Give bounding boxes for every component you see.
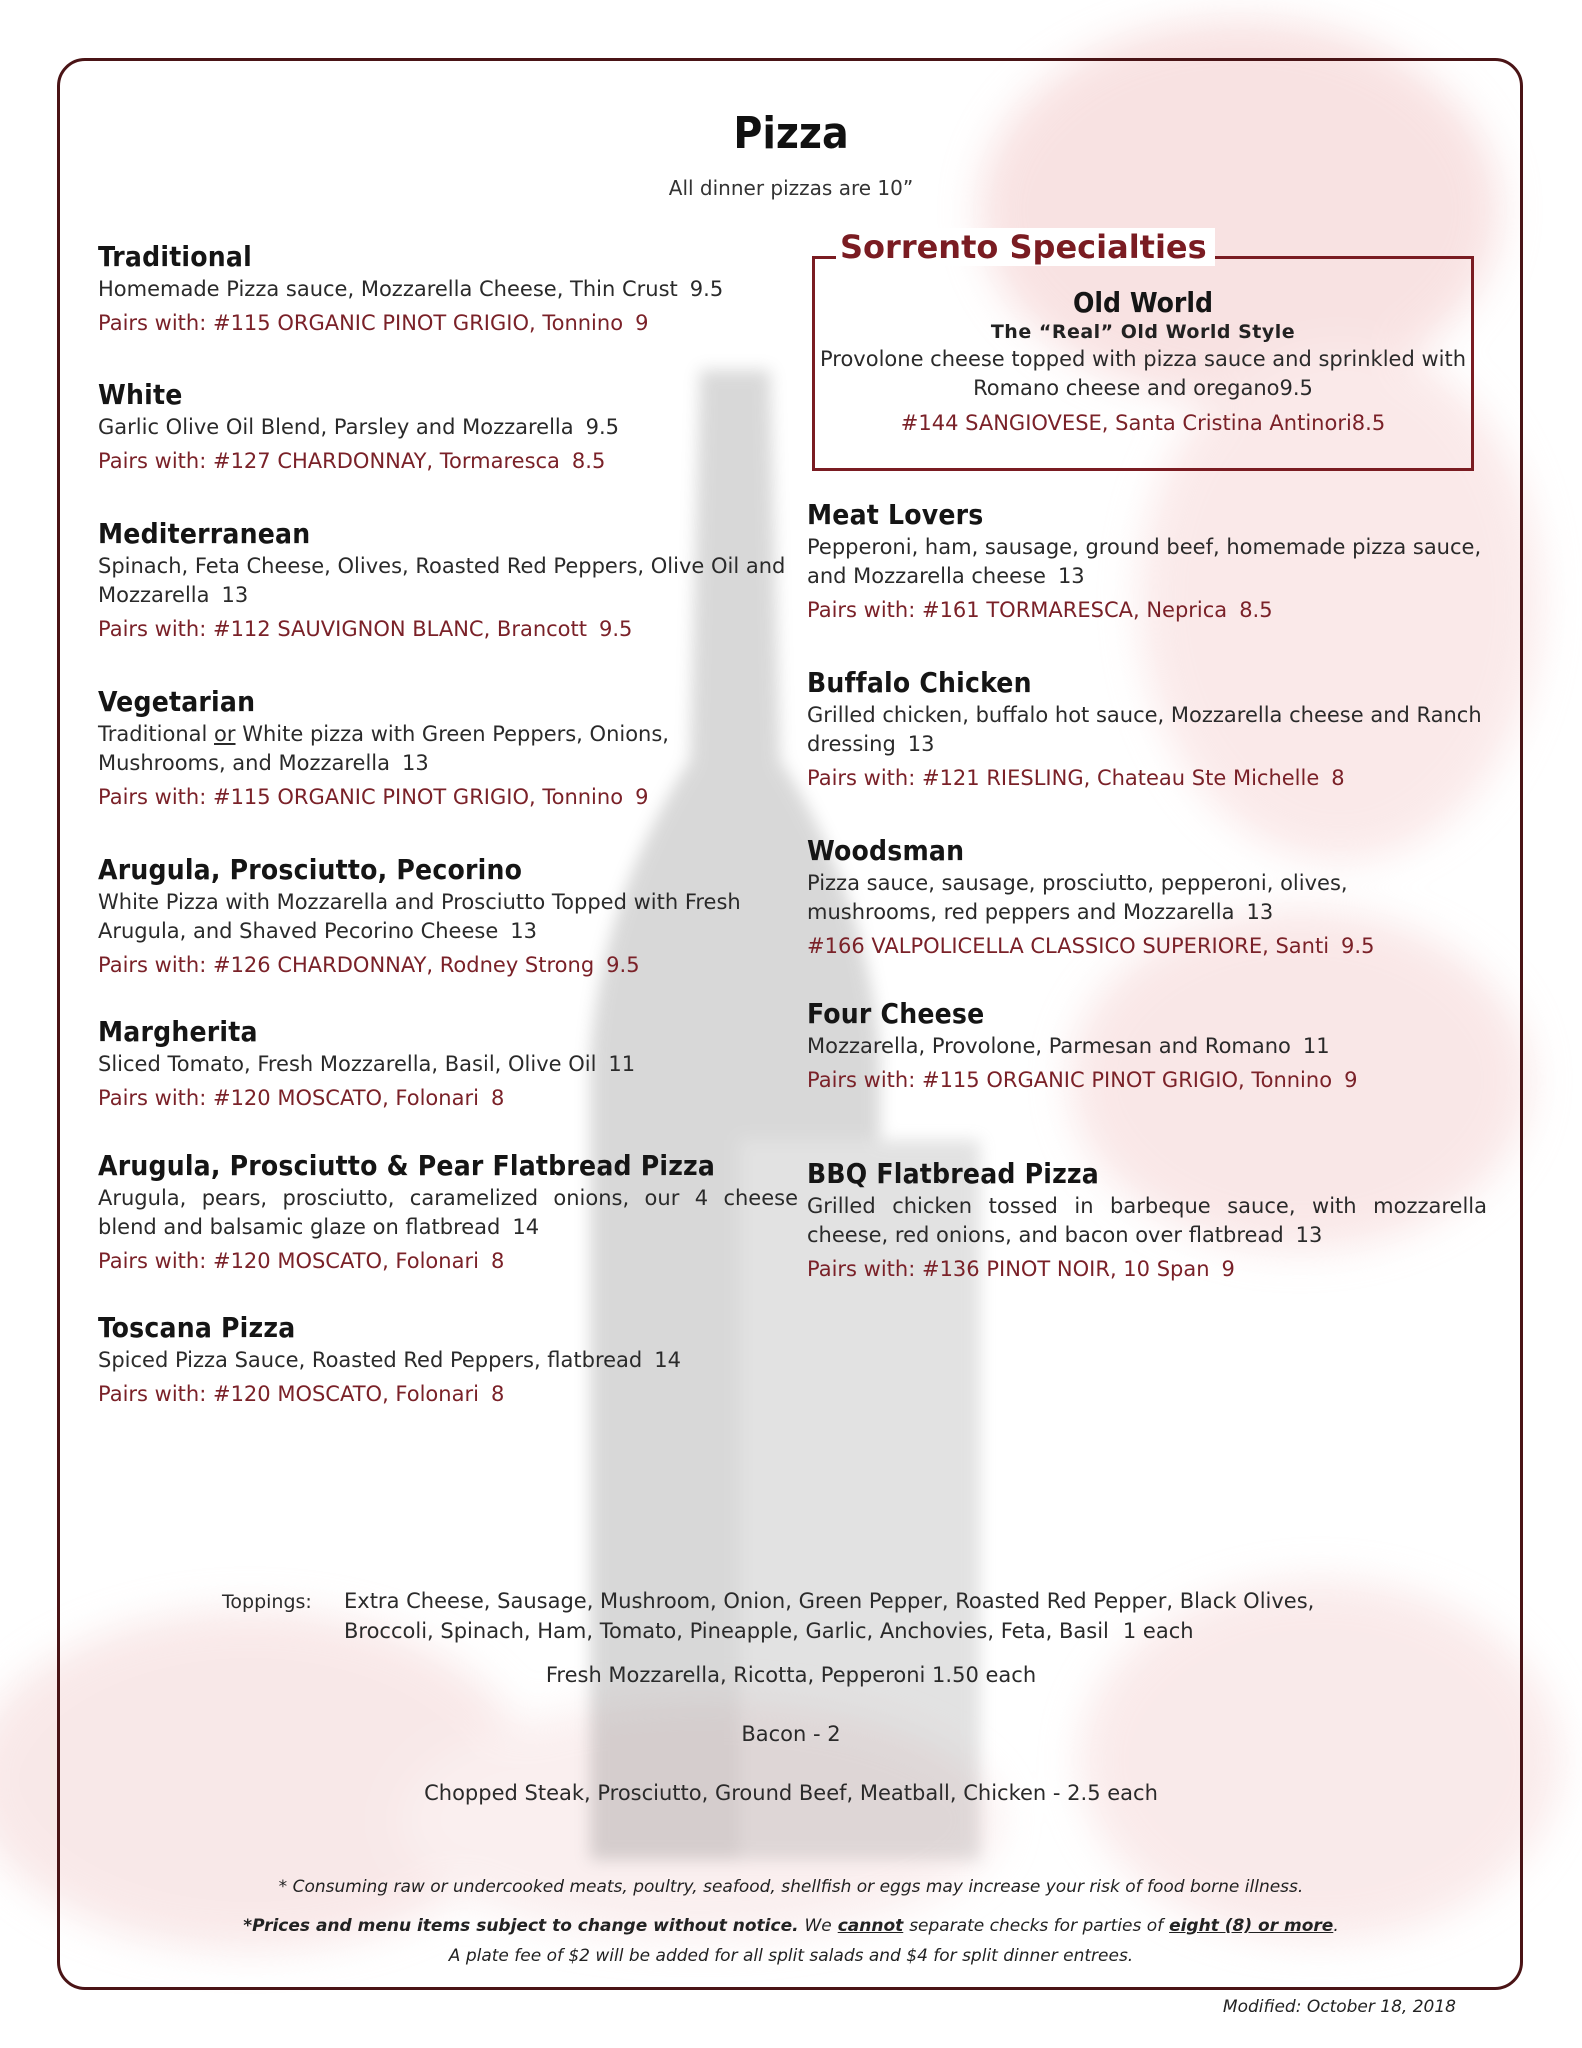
- modified-date: Modified: October 18, 2018: [1222, 1997, 1456, 2017]
- item-price: 13: [1246, 900, 1274, 924]
- item-description: Grilled chicken tossed in barbeque sauce, with mozzarella cheese, red onions, and bacon over flatbread 13: [807, 1194, 1487, 1247]
- pairing-price: 8: [1331, 766, 1345, 790]
- item-name: Margherita: [98, 1015, 258, 1048]
- item-name: Woodsman: [807, 834, 965, 867]
- menu-item-mediterranean: [98, 517, 788, 644]
- pairing-price: 8.5: [1239, 598, 1273, 622]
- item-price: 13: [402, 751, 429, 775]
- item-price: 13: [1057, 564, 1085, 588]
- item-price: 13: [1295, 1223, 1323, 1247]
- item-price: 13: [510, 919, 537, 943]
- item-price: 13: [907, 732, 935, 756]
- item-description: Provolone cheese topped with pizza sauce and sprinkled with Romano cheese and oregano9.5: [819, 347, 1467, 400]
- specialties-heading: Sorrento Specialties: [836, 228, 1215, 266]
- menu-item-toscana: [98, 1311, 778, 1409]
- item-name: Buffalo Chicken: [807, 666, 1032, 699]
- item-price: 14: [512, 1215, 540, 1239]
- menu-item-buffalo-chicken: [807, 666, 1487, 793]
- page-title: Pizza: [733, 108, 849, 159]
- item-name: Old World: [1072, 286, 1214, 319]
- item-description: Mozzarella, Provolone, Parmesan and Romano 11: [807, 1034, 1330, 1058]
- item-description: Arugula, pears, prosciutto, caramelized onions, our 4 cheese blend and balsamic glaze on flatbread 14: [98, 1186, 798, 1239]
- pairing-price: 9.5: [1341, 934, 1375, 958]
- item-description: Pepperoni, ham, sausage, ground beef, homemade pizza sauce, and Mozzarella cheese 13: [807, 535, 1482, 588]
- item-name: Toscana Pizza: [98, 1311, 296, 1344]
- pairing-price: 8.5: [1351, 411, 1386, 435]
- item-name: Arugula, Prosciutto, Pecorino: [98, 853, 523, 886]
- menu-item-pear-flatbread: [98, 1149, 798, 1276]
- item-price: 9.5: [1279, 376, 1313, 400]
- menu-item-margherita: [98, 1015, 778, 1113]
- menu-item-meat-lovers: [807, 498, 1487, 625]
- toppings-label: Toppings:: [222, 1591, 312, 1613]
- item-name: Four Cheese: [807, 997, 985, 1030]
- item-description: Spiced Pizza Sauce, Roasted Red Peppers, flatbread 14: [98, 1348, 681, 1372]
- menu-item-traditional: [98, 240, 778, 338]
- wine-pairing: Pairs with: #115 ORGANIC PINOT GRIGIO, Tonnino 9: [98, 311, 649, 335]
- wine-pairing: Pairs with: #136 PINOT NOIR, 10 Span 9: [807, 1257, 1235, 1281]
- item-price: 9.5: [689, 277, 724, 301]
- pairing-price: 9: [1221, 1257, 1235, 1281]
- item-name: BBQ Flatbread Pizza: [807, 1157, 1099, 1190]
- menu-item-four-cheese: [807, 997, 1487, 1095]
- wine-pairing: Pairs with: #115 ORGANIC PINOT GRIGIO, Tonnino 9: [98, 785, 649, 809]
- item-description: Homemade Pizza sauce, Mozzarella Cheese, Thin Crust 9.5: [98, 277, 724, 301]
- wine-pairing: Pairs with: #127 CHARDONNAY, Tormaresca 8.5: [98, 449, 606, 473]
- wine-pairing: Pairs with: #161 TORMARESCA, Neprica 8.5: [807, 598, 1273, 622]
- item-description: Grilled chicken, buffalo hot sauce, Mozzarella cheese and Ranch dressing 13: [807, 703, 1482, 756]
- pairing-price: 9: [635, 785, 649, 809]
- menu-item-vegetarian: [98, 685, 738, 812]
- meat-toppings: Chopped Steak, Prosciutto, Ground Beef, Meatball, Chicken - 2.5 each: [424, 1781, 1158, 1805]
- wine-pairing: Pairs with: #121 RIESLING, Chateau Ste Michelle 8: [807, 766, 1345, 790]
- item-description: Traditional or White pizza with Green Peppers, Onions, Mushrooms, and Mozzarella 13: [98, 722, 669, 775]
- bacon-topping: Bacon - 2: [741, 1722, 841, 1746]
- item-tagline: The “Real” Old World Style: [990, 321, 1296, 343]
- menu-item-bbq-flatbread: [807, 1157, 1487, 1284]
- item-price: 9.5: [585, 415, 620, 439]
- menu-item-old-world: [815, 286, 1471, 438]
- wine-pairing: Pairs with: #112 SAUVIGNON BLANC, Brancott 9.5: [98, 617, 633, 641]
- item-price: 11: [608, 1052, 636, 1076]
- pairing-price: 8: [490, 1382, 505, 1406]
- item-description: Pizza sauce, sausage, prosciutto, pepperoni, olives, mushrooms, red peppers and Mozzarella 13: [807, 871, 1348, 924]
- split-fee-notice: A plate fee of $2 will be added for all split salads and $4 for split dinner entrees.: [448, 1946, 1134, 1966]
- item-description: Spinach, Feta Cheese, Olives, Roasted Red Peppers, Olive Oil and Mozzarella 13: [98, 554, 786, 607]
- pairing-price: 9.5: [599, 617, 633, 641]
- item-description: Sliced Tomato, Fresh Mozzarella, Basil, Olive Oil 11: [98, 1052, 636, 1076]
- item-name: Mediterranean: [98, 517, 311, 550]
- menu-item-arugula-prosciutto-pecorino: [98, 853, 788, 980]
- wine-pairing: #166 VALPOLICELLA CLASSICO SUPERIORE, Santi 9.5: [807, 934, 1375, 958]
- food-safety-warning: * Consuming raw or undercooked meats, poultry, seafood, shellfish or eggs may increase your risk of food borne illness.: [278, 1877, 1304, 1897]
- premium-toppings: Fresh Mozzarella, Ricotta, Pepperoni 1.50 each: [545, 1663, 1037, 1687]
- wine-pairing: #144 SANGIOVESE, Santa Cristina Antinori8.5: [900, 411, 1386, 435]
- pairing-price: 8: [490, 1086, 505, 1110]
- item-name: Traditional: [98, 240, 252, 273]
- pairing-price: 8.5: [571, 449, 606, 473]
- item-description: Garlic Olive Oil Blend, Parsley and Mozzarella 9.5: [98, 415, 620, 439]
- wine-pairing: Pairs with: #120 MOSCATO, Folonari 8: [98, 1086, 505, 1110]
- pairing-price: 8: [490, 1249, 505, 1273]
- item-name: Meat Lovers: [807, 498, 984, 531]
- item-price: 14: [654, 1348, 681, 1372]
- wine-pairing: Pairs with: #126 CHARDONNAY, Rodney Strong 9.5: [98, 953, 640, 977]
- page-subtitle: All dinner pizzas are 10”: [668, 176, 914, 200]
- toppings-list: Extra Cheese, Sausage, Mushroom, Onion, Green Pepper, Roasted Red Pepper, Black Olives, Broccoli, Spinach, Ham, Tomato, Pineapple, Garlic, Anchovies, Feta, Basil 1 each: [344, 1589, 1315, 1643]
- menu-item-woodsman: [807, 834, 1407, 961]
- pairing-price: 9: [1344, 1068, 1358, 1092]
- pairing-price: 9: [635, 311, 649, 335]
- menu-item-white: [98, 378, 778, 476]
- toppings-price: 1 each: [1122, 1619, 1194, 1643]
- wine-pairing: Pairs with: #120 MOSCATO, Folonari 8: [98, 1249, 505, 1273]
- price-notice: *Prices and menu items subject to change without notice. We cannot separate checks for parties of eight (8) or more.: [243, 1916, 1339, 1936]
- item-name: Vegetarian: [98, 685, 256, 718]
- item-name: Arugula, Prosciutto & Pear Flatbread Pizza: [98, 1149, 716, 1182]
- item-price: 11: [1302, 1034, 1330, 1058]
- wine-pairing: Pairs with: #115 ORGANIC PINOT GRIGIO, Tonnino 9: [807, 1068, 1358, 1092]
- wine-pairing: Pairs with: #120 MOSCATO, Folonari 8: [98, 1382, 505, 1406]
- item-name: White: [98, 378, 183, 411]
- item-price: 13: [221, 583, 249, 607]
- pairing-price: 9.5: [606, 953, 640, 977]
- item-description: White Pizza with Mozzarella and Prosciutto Topped with Fresh Arugula, and Shaved Pecorino Cheese 13: [98, 890, 741, 943]
